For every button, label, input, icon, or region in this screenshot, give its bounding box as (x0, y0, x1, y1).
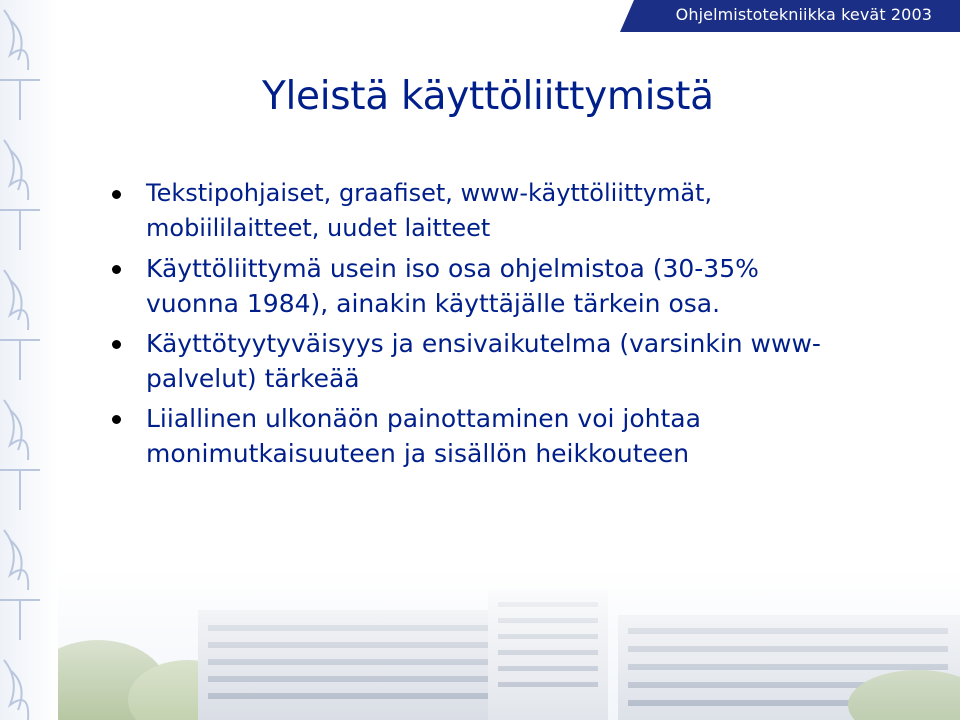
bullet-line: monimutkaisuuteen ja sisällön heikkouteen (146, 439, 690, 468)
bullet-line: Tekstipohjaiset, graafiset, www-käyttöliittymät, (146, 179, 713, 207)
bullet-item (106, 326, 926, 396)
bullet-item (106, 251, 926, 321)
bullet-line: mobiililaitteet, uudet laitteet (146, 214, 491, 242)
building-image (58, 570, 960, 720)
bullet-dot-icon (112, 340, 121, 349)
bullet-dot-icon (112, 265, 121, 274)
header-banner (620, 0, 960, 32)
bullet-item (106, 401, 926, 471)
bullet-line: vuonna 1984), ainakin käyttäjälle tärkein osa. (146, 289, 721, 318)
bullet-line: Käyttöliittymä usein iso osa ohjelmistoa (30-35% (146, 254, 759, 283)
torch-logo-icon (0, 0, 58, 720)
university-building-photo (58, 570, 960, 720)
bullet-dot-icon (112, 415, 121, 424)
bullet-line: Liiallinen ulkonäön painottaminen voi johtaa (146, 404, 701, 433)
slide-title: Yleistä käyttöliittymistä (262, 74, 714, 119)
bullet-line: palvelut) tärkeää (146, 364, 360, 393)
course-label: Ohjelmistotekniikka kevät 2003 (675, 5, 932, 24)
bullet-item (106, 176, 926, 246)
bullet-list (106, 176, 926, 476)
bullet-line: Käyttötyytyväisyys ja ensivaikutelma (varsinkin www- (146, 329, 821, 358)
left-logo-strip (0, 0, 58, 720)
bullet-dot-icon (112, 190, 121, 199)
